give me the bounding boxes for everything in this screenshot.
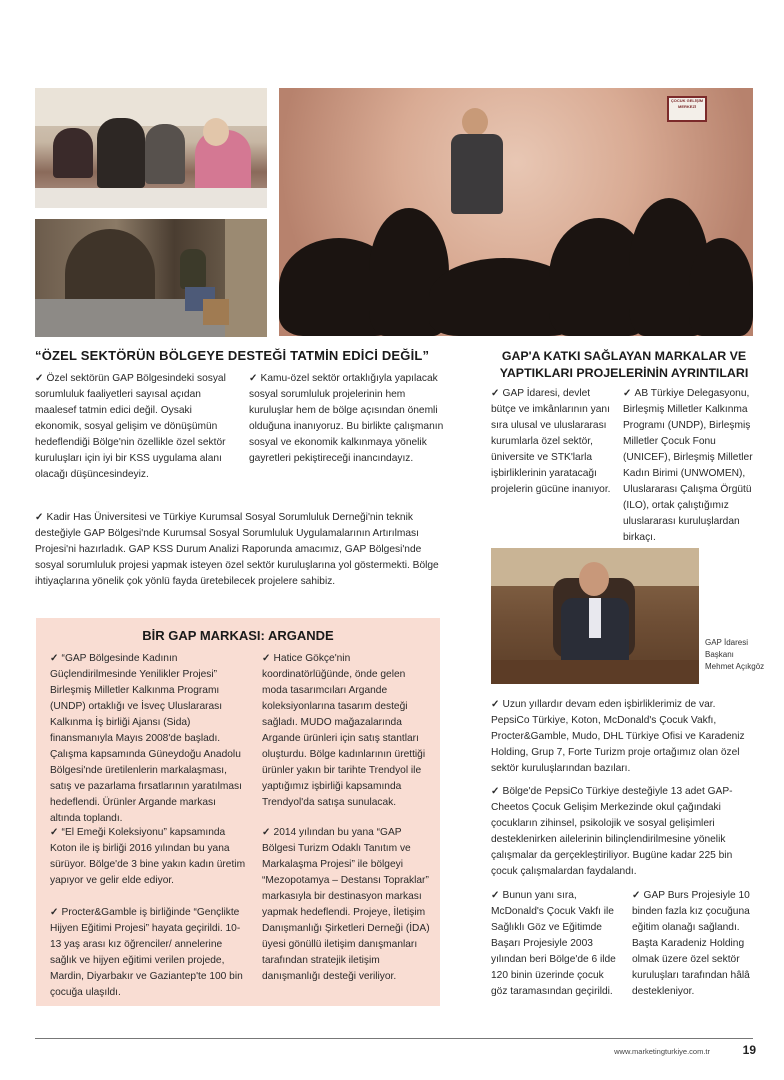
argande-col1-p3: ✓ Procter&Gamble iş birliğinde “Gençlikte Hijyen Eğitimi Projesi” hayata geçirildi. 10-13 yaş arası kız öğrenciler/ annelerine sağlık ve hijyen eğitimi verilen projede, Mardin, Diyarbakır ve Gaziantep'te 100 bin çocuğa ulaşıldı. [50,907,243,998]
left-article-title: “ÖZEL SEKTÖRÜN BÖLGEYE DESTEĞİ TATMİN EDİCİ DEĞİL” [35,348,430,363]
left-article-full: ✓ Kadir Has Üniversitesi ve Türkiye Kurumsal Sosyal Sorumluluk Derneği'nin teknik desteğiyle GAP Bölgesi'nde Kurumsal Sosyal Sorumluluk Uygulamalarının Artırılması Projesi'ni hazırladık. GAP KSS Durum Analizi Raporunda amacımız, GAP Bölgesi'nde sosyal sorumluluk projesi yapmak isteyen özel sektör kuruluşlarına yol göstermekti. Bölge ihtiyaçlarına yönelik çok yönlü fayda üretebilecek projelere sahibiz. [35,512,439,587]
argande-col2-p2: ✓ 2014 yılından bu yana “GAP Bölgesi Turizm Odaklı Tanıtım ve Markalaşma Projesi” ile bölgeyi “Mezopotamya – Destansı Topraklar” markasıyla bir destinasyon markası yapmak hedeflendi. Projeye, İletişim Danışmanlığı Şirketleri Derneği (İDA) üyesi gönüllü iletişim danışmanları tarafından stratejik iletişim danışmanlığı desteği veriliyor. [262,827,430,982]
argande-col1-p1: ✓ “GAP Bölgesinde Kadının Güçlendirilmesinde Yenilikler Projesi” Birleşmiş Milletler Kalkınma Programı (UNDP) ortaklığı ve İsveç Uluslararası Kalkınma İş birliği Ajansı (Sida) finansmanıyla Mayıs 2008'de başladı. Çalışma kapsamında Güneydoğu Anadolu Bölgesi'nde üretilenlerin markalaşması, satış ve pazarlama fırsatlarının yaratılması hedeflendi. Ürünler Argande markası altında toplandı. [50,653,242,824]
argande-col1-p2: ✓ “El Emeği Koleksiyonu” kapsamında Koton ile iş birliği 2016 yılından bu yana sürüyor. Bölge'de 3 bine yakın kadın üretim yapıyor ve gelir elde ediyor. [50,827,246,886]
right-article-mcdonalds: ✓ Bunun yanı sıra, McDonald's Çocuk Vakfı ile Sağlıklı Göz ve Eğitimde Başarı Projesiyle 2003 yılından beri Bölge'de 6 ilde 120 binin üzerinde çocuk göz taramasından geçirildi. [491,890,616,997]
footer-url[interactable]: www.marketingturkiye.com.tr [614,1047,710,1056]
right-article-partners: ✓ Uzun yıllardır devam eden işbirliklerimiz de var. PepsiCo Türkiye, Koton, McDonald's Çocuk Vakfı, Procter&Gamble, Mudo, DHL Türkiye Ofisi ve Karadeniz Holding, Grup 7, Forte Turizm proje ortağımız olan özel sektör kuruluşlarından bazıları. [491,699,745,774]
left-article-col1: ✓ Özel sektörün GAP Bölgesindeki sosyal sorumluluk faaliyetleri sayısal açıdan maalesef tatmin edici değil. Oysaki ekonomik, sosyal gelişim ve dönüşümün hedeflendiği Bölge'nin özellikle özel sektör kuruluşları için iyi bir KSS uygulama alanı olacağı düşüncesindeyiz. [35,373,226,480]
page-number: 19 [742,1043,756,1057]
right-article-col2: ✓ AB Türkiye Delegasyonu, Birleşmiş Milletler Kalkınma Programı (UNDP), Birleşmiş Milletler Çocuk Fonu (UNICEF), Birleşmiş Milletler Kadın Birimi (UNWOMEN), Uluslararası Çalışma Örgütü (ILO), ortak çalıştığımız uluslararası kuruluşlardan birkaçı. [623,388,753,543]
photo-caption: GAP İdaresi Başkanı Mehmet Açıkgöz [705,638,765,671]
alley-photo [35,219,267,337]
right-article-burs: ✓ GAP Burs Projesiyle 10 binden fazla kız çocuğuna eğitim olanağı sağlandı. Başta Karadeniz Holding olmak üzere özel sektör kuruluşları tarafından hâlâ destekleniyor. [632,890,750,997]
argande-col2-p1: ✓ Hatice Gökçe'nin koordinatörlüğünde, önde gelen moda tasarımcıları Argande koleksiyonlarına tasarım desteği sağladı. MUDO mağazalarında Argande ürünleri için satış stantları oluşturdu. Bölge kadınlarının ürettiği ürünler yakın bir tarihte Trendyol ile yaptığımız işbirliği kapsamında Trendyol'da satışa sunulacak. [262,653,426,808]
stage-photo [279,88,753,336]
left-article-col2: ✓ Kamu-özel sektör ortaklığıyla yapılacak sosyal sorumluluk projelerinin hem kuruluşlar hem de bölge açısından önemli olduğuna inanıyoruz. Bu birlikte çalışmanın sosyal ve ekonomik kalkınmaya yönelik gayretleri pekiştireceği inancındayız. [249,373,444,464]
footer-rule [35,1038,753,1039]
argande-title: BİR GAP MARKASI: ARGANDE [142,628,334,643]
sign: ÇOCUK GELİŞİM MERKEZİ [667,96,707,122]
official-photo [491,548,699,684]
right-article-col1: ✓ GAP İdaresi, devlet bütçe ve imkânlarının yanı sıra ulusal ve uluslararası kurumlarla özel sektör, üniversite ve STK'larla işbirliklerinin yaratacağı projelerin gücüne inanıyor. [491,388,611,495]
classroom-photo [35,88,267,208]
right-article-pepsico: ✓ Bölge'de PepsiCo Türkiye desteğiyle 13 adet GAP-Cheetos Çocuk Gelişim Merkezinde okul çağındaki çocukların zihinsel, psikolojik ve sosyal gelişimleri desteklenirken ailelerinin bilinçlendirilmesine yönelik çalışmalar da gerçekleştiriliyor. Bugüne kadar 225 bin çocuk çalışmalardan faydalandı. [491,786,733,877]
right-article-title: GAP'A KATKI SAĞLAYAN MARKALAR VE YAPTIKLARI PROJELERİNİN AYRINTILARI [499,349,749,380]
